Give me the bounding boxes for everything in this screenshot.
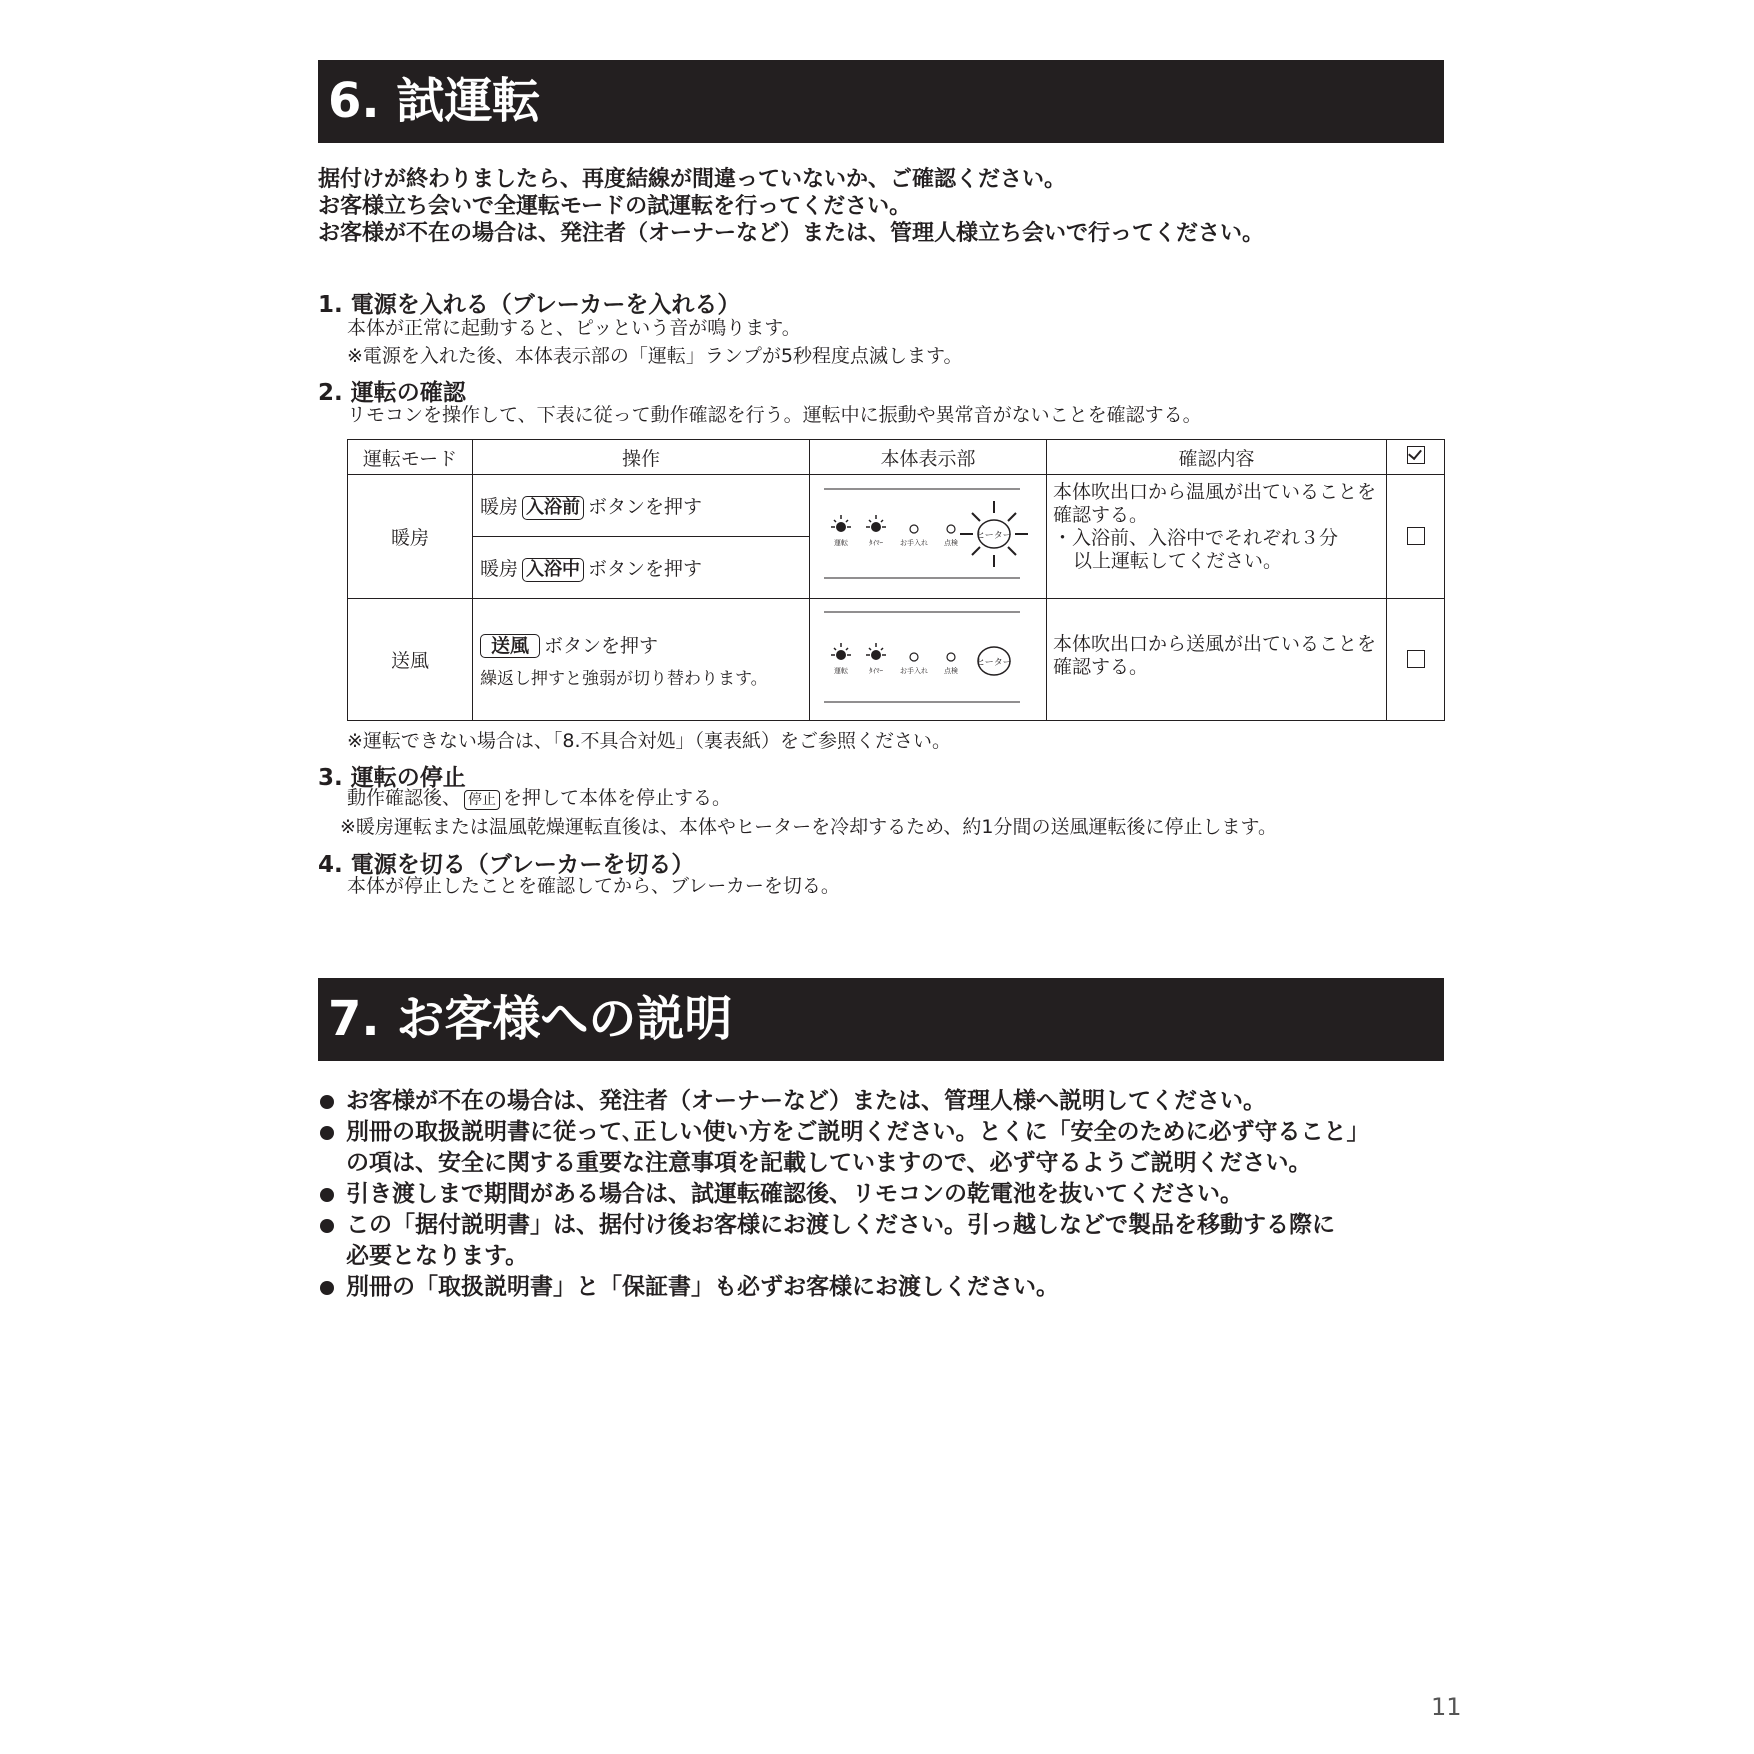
bullet-icon: [320, 1219, 334, 1233]
intro-line: 据付けが終わりましたら、再度結線が間違っていないか、ご確認ください。: [318, 167, 1067, 192]
bullet-icon: [320, 1281, 334, 1295]
col-header-operation: 操作: [473, 440, 810, 475]
confirm-text: 本体吹出口から送風が出ていることを確認する。: [1053, 633, 1377, 678]
intro-line: お客様が不在の場合は、発注者（オーナーなど）または、管理人様立ち会いで行ってください。: [318, 221, 1265, 246]
key-stop: 停止: [464, 790, 500, 810]
key-before-bath: 入浴前: [522, 496, 584, 520]
section-7-title: 7. お客様への説明: [328, 991, 733, 1047]
list-item-text: 引き渡しまで期間がある場合は、試運転確認後、リモコンの乾電池を抜いてください。: [346, 1181, 1243, 1207]
step-3-body-suffix: を押して本体を停止する。: [503, 787, 732, 809]
confirm-text: ・入浴前、入浴中でそれぞれ３分: [1053, 527, 1339, 549]
op-note: 繰返し押すと強弱が切り替わります。: [480, 668, 768, 689]
checked-box-icon: [1407, 446, 1425, 464]
lamp-run-blinking-icon: [831, 643, 851, 660]
step-4-body: 本体が停止したことを確認してから、ブレーカーを切る。: [347, 875, 840, 897]
lamp-label: お手入れ: [900, 667, 928, 675]
list-item: [318, 1086, 1448, 1117]
step-3-body-prefix: 動作確認後、: [347, 787, 462, 809]
bullet-icon: [320, 1188, 334, 1202]
lamp-care-icon: [910, 653, 918, 661]
step-1-title: 1. 電源を入れる（ブレーカーを入れる）: [318, 292, 741, 318]
list-item-text: お客様が不在の場合は、発注者（オーナーなど）または、管理人様へ説明してください。: [346, 1088, 1266, 1114]
lamp-label: 運転: [834, 539, 848, 547]
lamp-label: お手入れ: [900, 539, 928, 547]
operation-check-table: [347, 439, 1445, 721]
heater-lamp-blinking-icon: [960, 501, 1028, 567]
op-suffix: ボタンを押す: [588, 495, 703, 518]
bullet-icon: [320, 1095, 334, 1109]
lamp-timer-blinking-icon: [866, 643, 886, 660]
step-1-body: 本体が正常に起動すると、ピッという音が鳴ります。: [347, 317, 801, 339]
list-item-text: 別冊の「取扱説明書」と「保証書」も必ずお客様にお渡しください。: [346, 1274, 1059, 1300]
op-fan: [473, 599, 810, 721]
lamp-inspect-icon: [947, 525, 955, 533]
confirm-text: 本体吹出口から温風が出ていることを確認する。: [1053, 481, 1377, 526]
check-fan[interactable]: [1387, 599, 1445, 721]
step-3-title: 3. 運転の停止: [318, 765, 466, 791]
confirm-fan: [1047, 599, 1387, 721]
mode-fan: 送風: [348, 599, 473, 721]
heater-label: ヒーター: [976, 658, 1012, 668]
key-during-bath: 入浴中: [522, 558, 584, 582]
step-2-title: 2. 運転の確認: [318, 380, 466, 406]
key-fan: 送風: [480, 634, 540, 658]
section-7-banner: [318, 978, 1444, 1061]
lamp-label: 運転: [834, 667, 848, 675]
col-header-check: [1387, 440, 1445, 475]
display-lamps-heating: [810, 475, 1045, 593]
op-heating-during: [473, 537, 810, 599]
heater-label: ヒーター: [976, 531, 1012, 541]
step-1-note: ※電源を入れた後、本体表示部の「運転」ランプが5秒程度点滅します。: [347, 345, 963, 367]
lamp-care-icon: [910, 525, 918, 533]
step-2-body: リモコンを操作して、下表に従って動作確認を行う。運転中に振動や異常音がないことを確認する。: [347, 404, 1202, 426]
list-item-text: この「据付説明書」は、据付け後お客様にお渡しください。引っ越しなどで製品を移動する際に: [346, 1212, 1335, 1238]
list-item: [318, 1117, 1448, 1179]
step-3-body: [347, 786, 731, 810]
lamp-label: 点検: [944, 667, 958, 675]
op-prefix: 暖房: [480, 557, 519, 580]
list-item: [318, 1179, 1448, 1210]
section-6-title: 6. 試運転: [328, 73, 541, 129]
display-heating: [810, 475, 1047, 599]
op-prefix: 暖房: [480, 495, 519, 518]
explanation-list: [318, 1086, 1448, 1303]
lamp-label: 点検: [944, 539, 958, 547]
col-header-confirm: 確認内容: [1047, 440, 1387, 475]
display-fan: [810, 599, 1047, 721]
lamp-run-blinking-icon: [831, 515, 851, 532]
step-4-title: 4. 電源を切る（ブレーカーを切る）: [318, 852, 695, 878]
confirm-heating: [1047, 475, 1387, 599]
col-header-mode: 運転モード: [348, 440, 473, 475]
op-heating-before: [473, 475, 810, 537]
list-item: [318, 1272, 1448, 1303]
lamp-label: ﾀｲﾏｰ: [869, 539, 883, 547]
bullet-icon: [320, 1126, 334, 1140]
check-heating[interactable]: [1387, 475, 1445, 599]
op-suffix: ボタンを押す: [588, 557, 703, 580]
mode-heating: 暖房: [348, 475, 473, 599]
lamp-timer-blinking-icon: [866, 515, 886, 532]
checkbox-icon: [1407, 527, 1425, 545]
table-note: ※運転できない場合は、「8.不具合対処」（裏表紙）をご参照ください。: [347, 730, 952, 752]
list-item: [318, 1210, 1448, 1272]
list-item-text: 別冊の取扱説明書に従って､正しい使い方をご説明ください。とくに「安全のために必ず守ること」: [346, 1119, 1370, 1145]
checkbox-icon: [1407, 650, 1425, 668]
step-3-note: ※暖房運転または温風乾燥運転直後は、本体やヒーターを冷却するため、約1分間の送風運転後に停止します。: [340, 816, 1277, 838]
list-item-text: 必要となります。: [346, 1243, 529, 1269]
lamp-label: ﾀｲﾏｰ: [869, 667, 883, 675]
page-number: 11: [1431, 1693, 1462, 1721]
lamp-inspect-icon: [947, 653, 955, 661]
col-header-display: 本体表示部: [810, 440, 1047, 475]
op-suffix: ボタンを押す: [544, 634, 659, 657]
display-lamps-fan: [810, 599, 1045, 715]
confirm-text: 以上運転してください。: [1073, 550, 1283, 572]
section-6-banner: [318, 60, 1444, 143]
intro-line: お客様立ち会いで全運転モードの試運転を行ってください。: [318, 194, 912, 219]
section-6-intro: [318, 166, 1264, 247]
list-item-text: の項は、安全に関する重要な注意事項を記載していますので、必ず守るようご説明ください。: [346, 1150, 1312, 1176]
